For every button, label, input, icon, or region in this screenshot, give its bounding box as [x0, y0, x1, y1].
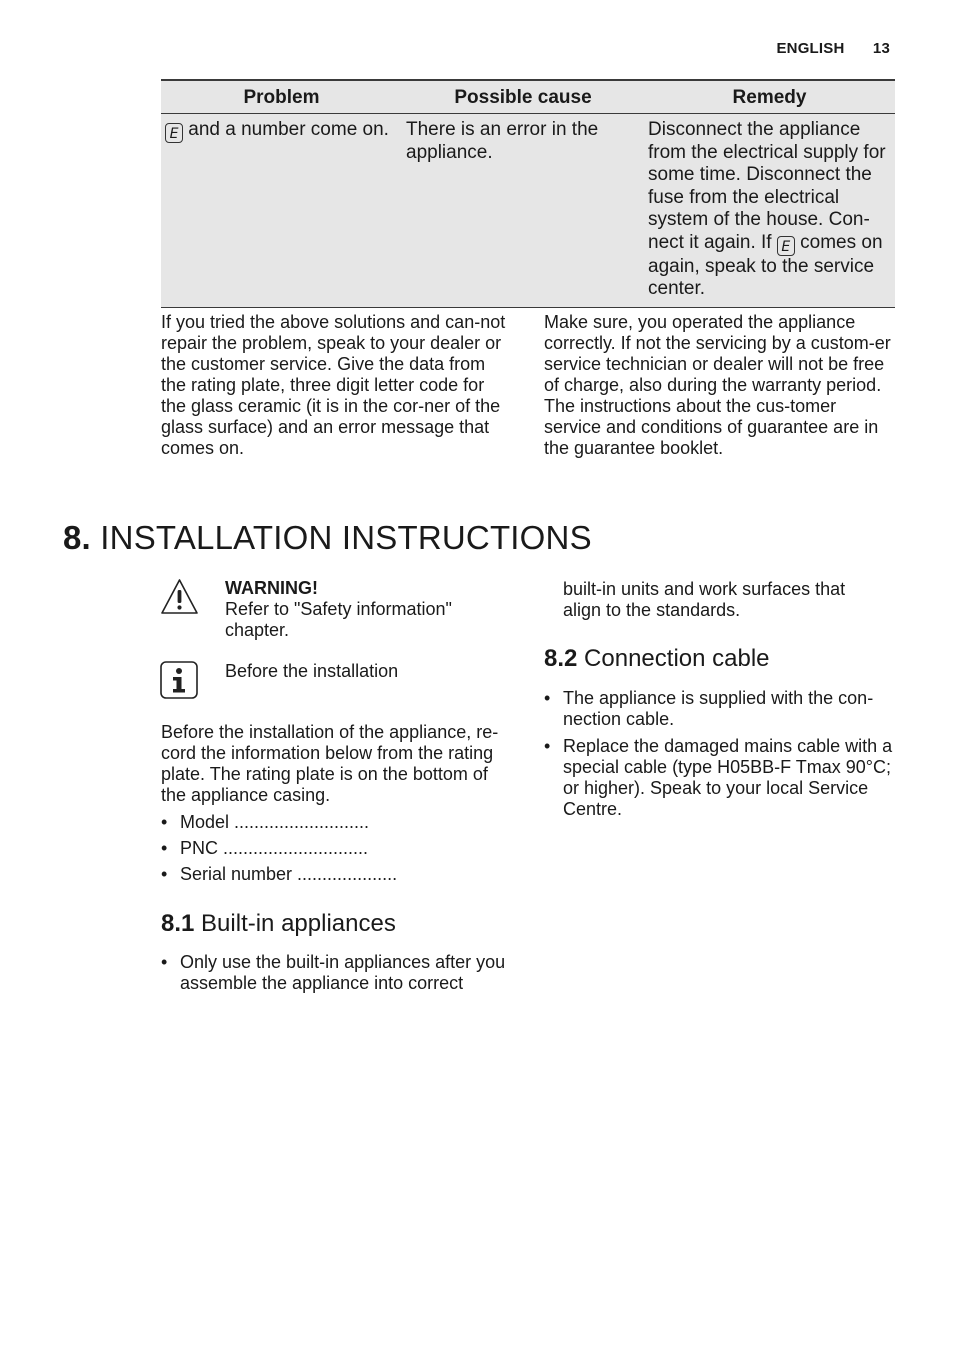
cell-remedy [644, 114, 895, 308]
list-item: • Only use the built-in appliances after you assemble the appliance into correct [161, 952, 506, 993]
subsection-8-2-heading: 8.2 Connection cable [544, 645, 770, 672]
error-display-symbol: E [777, 236, 795, 256]
intro-paragraph: Before the installation of the appliance, re-cord the information below from the rating plate. The rating plate is on the bottom of the appliance casing. [161, 722, 499, 805]
warning-title: WARNING! [225, 578, 318, 598]
troubleshooting-table [161, 79, 895, 308]
connection-cable-list [544, 688, 896, 820]
warning-triangle-icon [160, 578, 199, 616]
rating-plate-list [161, 812, 515, 885]
subsection-8-1-heading: 8.1 Built-in appliances [161, 910, 396, 937]
cell-problem [161, 114, 402, 308]
running-header [776, 38, 890, 59]
info-icon [160, 661, 198, 699]
section-number: 8. [63, 519, 91, 556]
section-heading [63, 518, 592, 558]
problem-text: and a number come on. [183, 119, 389, 140]
warranty-note-paragraph: Make sure, you operated the appliance correctly. If not the servicing by a custom-er service technician or dealer will not be free of charge, also during the warranty period. The instructions about the cus-tomer service and conditions of guarantee are in the guarantee booklet. [544, 312, 891, 458]
cell-cause: There is an error in the appliance. [406, 119, 599, 163]
table-row [161, 114, 895, 308]
list-item: • Serial number .................... [161, 864, 398, 884]
built-in-list [161, 952, 517, 994]
page-number: 13 [872, 40, 890, 57]
remedy-text-2: comes on again, speak to the service center. [648, 231, 883, 299]
section-title: INSTALLATION INSTRUCTIONS [100, 519, 592, 556]
warning-text: Refer to "Safety information" chapter. [225, 599, 452, 640]
column-header-cause: Possible cause [402, 80, 644, 114]
remedy-text-1: Disconnect the appliance from the electrical supply for some time. Disconnect the fuse from the electrical system of the house. Con-nect it again. If [648, 119, 886, 253]
header-language: ENGLISH [776, 40, 845, 57]
info-text: Before the installation [225, 661, 399, 681]
list-item: • PNC ............................. [161, 838, 369, 858]
table-header-row [161, 80, 895, 114]
warning-block [225, 578, 515, 641]
column-header-problem: Problem [161, 80, 402, 114]
list-item: • Model ........................... [161, 812, 370, 832]
list-item: • Replace the damaged mains cable with a special cable (type H05BB-F Tmax 90°C; or higher). Speak to your local Service Centre. [544, 736, 893, 819]
column-header-remedy: Remedy [644, 80, 895, 114]
service-advice-paragraph: If you tried the above solutions and can-not repair the problem, speak to your dealer or the customer service. Give the data from the rating plate, three digit letter code for the glass ceramic (it is in the cor-ner of the glass surface) and an error message that comes on. [161, 312, 506, 458]
list-item: • The appliance is supplied with the con-nection cable. [544, 688, 874, 729]
error-display-symbol: E [165, 123, 183, 143]
built-in-continuation: built-in units and work surfaces that align to the standards. [563, 579, 846, 620]
